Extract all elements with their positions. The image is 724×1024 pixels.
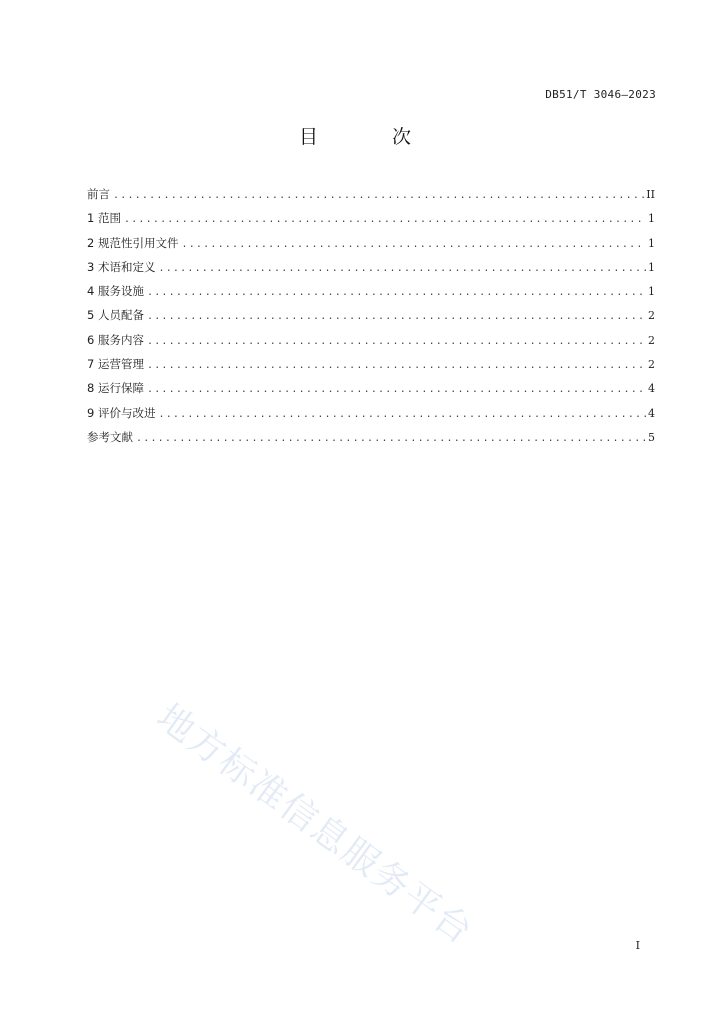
toc-entry-page: 4 (648, 382, 655, 396)
toc-entry[interactable] (87, 259, 655, 283)
table-of-contents (87, 186, 655, 453)
toc-entry[interactable] (87, 186, 655, 210)
toc-entry[interactable] (87, 356, 655, 380)
toc-entry-page: 4 (648, 406, 655, 420)
toc-entry-page: 1 (648, 260, 655, 274)
toc-entry-label: 9 评价与改进 (87, 405, 156, 420)
toc-entry[interactable] (87, 332, 655, 356)
toc-entry-label: 3 术语和定义 (87, 259, 156, 274)
toc-leader-dots (147, 287, 646, 298)
page-number: I (635, 939, 640, 952)
toc-leader-dots (158, 409, 646, 420)
toc-entry-label: 7 运营管理 (87, 357, 144, 372)
toc-leader-dots (147, 360, 646, 371)
toc-entry-page: II (646, 188, 655, 201)
toc-entry-label: 6 服务内容 (87, 332, 144, 347)
toc-leader-dots (147, 336, 646, 347)
toc-entry[interactable] (87, 380, 655, 404)
toc-leader-dots (124, 214, 646, 225)
toc-title: 目 次 (298, 126, 446, 148)
toc-entry-label: 4 服务设施 (87, 284, 144, 299)
toc-entry[interactable] (87, 405, 655, 429)
toc-entry-label: 参考文献 (87, 429, 133, 444)
toc-leader-dots (136, 433, 646, 444)
toc-entry-label: 1 范围 (87, 211, 121, 226)
toc-entry[interactable] (87, 210, 655, 234)
toc-entry[interactable] (87, 429, 655, 453)
standard-code: DB51/T 3046—2023 (545, 88, 656, 101)
toc-leader-dots (113, 190, 644, 201)
toc-entry-page: 2 (648, 309, 655, 323)
toc-entry[interactable] (87, 307, 655, 331)
toc-entry-label: 前言 (87, 187, 110, 201)
toc-entry-label: 2 规范性引用文件 (87, 235, 179, 250)
toc-entry-label: 5 人员配备 (87, 308, 144, 323)
toc-leader-dots (147, 311, 646, 322)
toc-entry-page: 2 (648, 358, 655, 372)
toc-entry-page: 1 (648, 236, 655, 250)
toc-leader-dots (158, 263, 646, 274)
watermark-text: 地方标准信息服务平台 (149, 696, 481, 954)
toc-entry-page: 1 (648, 285, 655, 299)
toc-entry[interactable] (87, 235, 655, 259)
toc-entry-page: 2 (648, 333, 655, 347)
toc-leader-dots (181, 239, 646, 250)
toc-entry-label: 8 运行保障 (87, 381, 144, 396)
toc-leader-dots (147, 384, 646, 395)
toc-entry-page: 1 (648, 212, 655, 226)
toc-entry-page: 5 (648, 430, 655, 444)
toc-entry[interactable] (87, 283, 655, 307)
